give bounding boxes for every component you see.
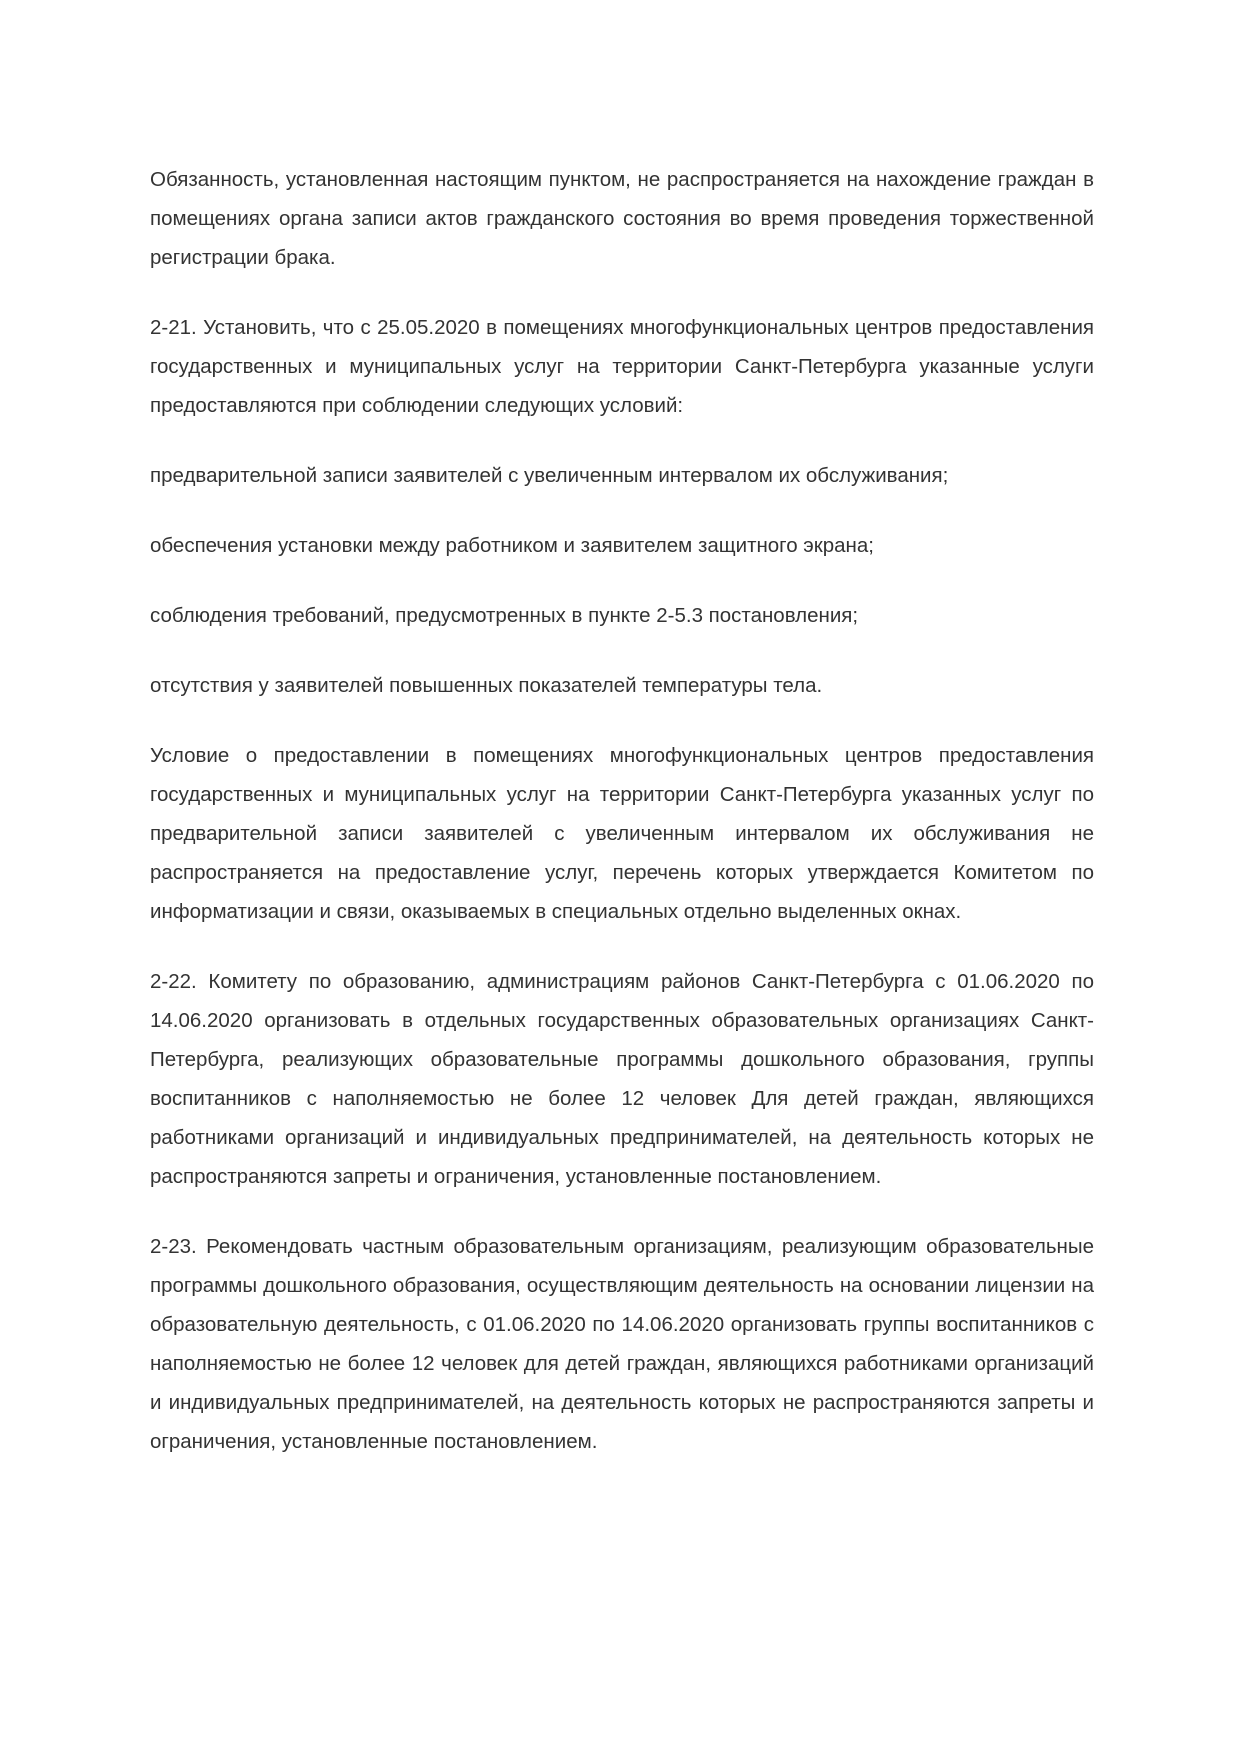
paragraph-obligation-note: Обязанность, установленная настоящим пунктом, не распространяется на нахождение граждан в помещениях органа записи актов гражданского состояния во время проведения торжественной регистрации брака.	[150, 168, 1094, 269]
condition-protective-screen: обеспечения установки между работником и заявителем защитного экрана;	[150, 534, 874, 557]
paragraph-condition-exception: Условие о предоставлении в помещениях многофункциональных центров предоставления государственных и муниципальных услуг на территории Санкт-Петербурга указанных услуг по предварительной записи заявителей с увеличенным интервалом их обслуживания не распространяется на предоставление услуг, перечень которых утверждается Комитетом по информатизации и связи, оказываемых в специальных отдельно выделенных окнах.	[150, 744, 1094, 923]
paragraph-2-23: 2-23. Рекомендовать частным образовательным организациям, реализующим образовательные программы дошкольного образования, осуществляющим деятельность на основании лицензии на образовательную деятельность, с 01.06.2020 по 14.06.2020 организовать группы воспитанников с наполняемостью не более 12 человек для детей граждан, являющихся работниками организаций и индивидуальных предпринимателей, на деятельность которых не распространяются запреты и ограничения, установленные постановлением.	[150, 1235, 1094, 1453]
condition-preregistration: предварительной записи заявителей с увеличенным интервалом их обслуживания;	[150, 464, 949, 487]
condition-temperature: отсутствия у заявителей повышенных показателей температуры тела.	[150, 674, 823, 697]
condition-requirements: соблюдения требований, предусмотренных в пункте 2-5.3 постановления;	[150, 604, 859, 627]
document-body	[150, 160, 1094, 1492]
paragraph-2-21: 2-21. Установить, что с 25.05.2020 в помещениях многофункциональных центров предоставления государственных и муниципальных услуг на территории Санкт-Петербурга указанные услуги предоставляются при соблюдении следующих условий:	[150, 316, 1094, 417]
paragraph-2-22: 2-22. Комитету по образованию, администрациям районов Санкт-Петербурга с 01.06.2020 по 14.06.2020 организовать в отдельных государственных образовательных организациях Санкт-Петербурга, реализующих образовательные программы дошкольного образования, группы воспитанников с наполняемостью не более 12 человек Для детей граждан, являющихся работниками организаций и индивидуальных предпринимателей, на деятельность которых не распространяются запреты и ограничения, установленные постановлением.	[150, 970, 1094, 1188]
